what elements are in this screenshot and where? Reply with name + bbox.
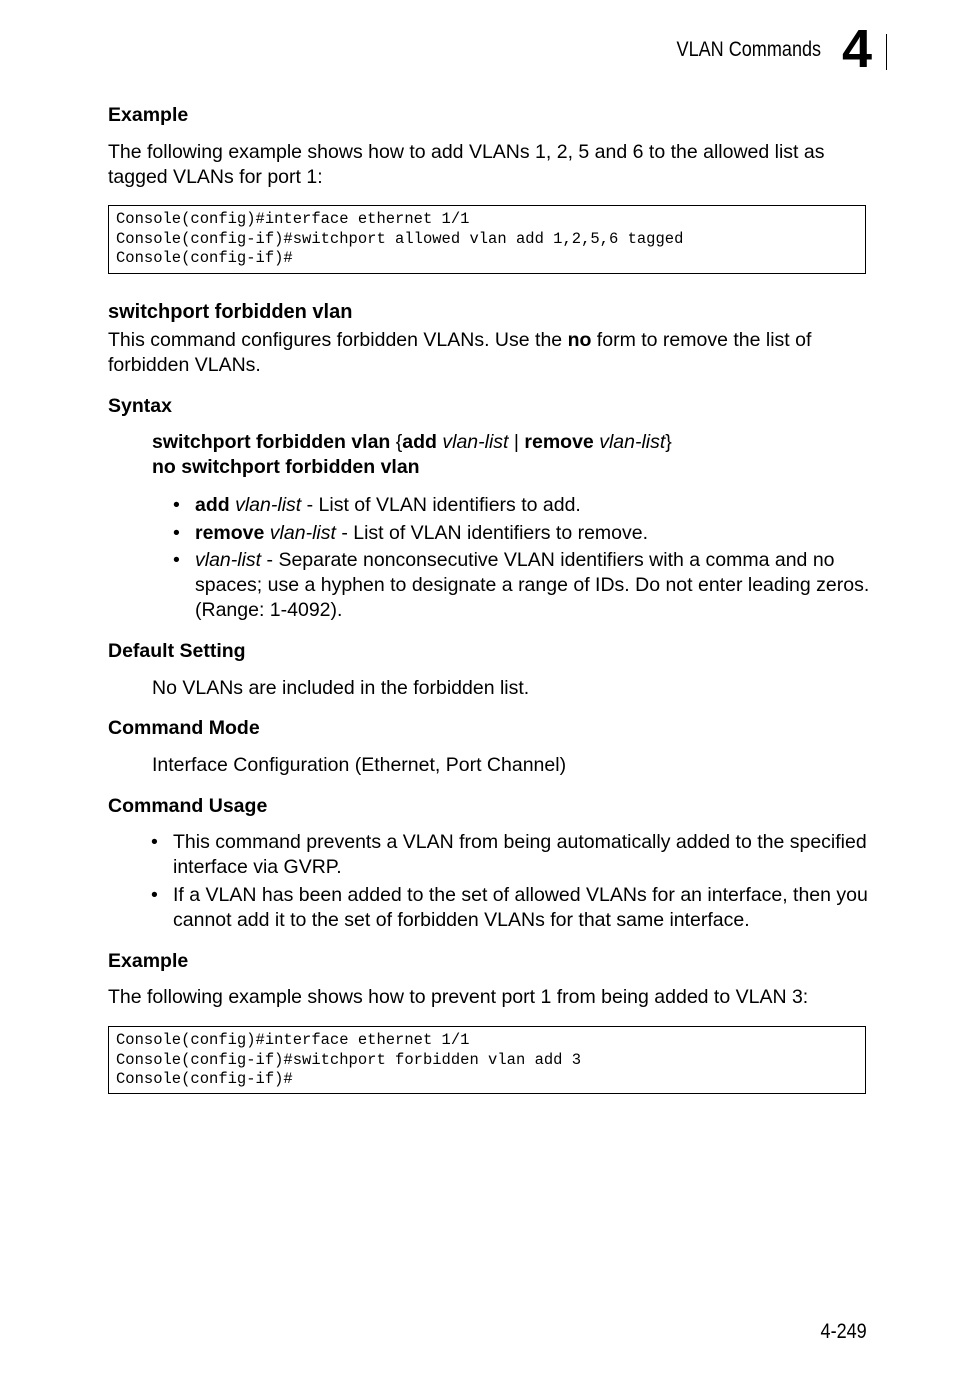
chapter-number: 4 [842,19,873,79]
param-description: - Separate nonconsecutive VLAN identifiers with a comma and no spaces; use a hyphen to designate a range of IDs. Do not enter leading zeros. (Range: 1-4092). [195,549,870,621]
running-header-title: VLAN Commands [676,38,821,61]
param-argument: vlan-list [235,494,302,516]
list-item [173,521,875,546]
param-keyword: remove [195,522,265,544]
bullet-icon: • [173,549,180,571]
param-description: - List of VLAN identifiers to add. [301,494,581,516]
desc-text: This command configures forbidden VLANs. Use the [108,329,568,351]
usage-text: If a VLAN has been added to the set of allowed VLANs for an interface, then you cannot add it to the set of forbidden VLANs for that same interface. [173,884,868,931]
chapter-divider [886,34,887,70]
syntax-line-no-form [152,455,420,480]
syntax-brace: } [665,431,672,453]
syntax-keyword: add [402,431,437,453]
code-line: Console(config)#interface ethernet 1/1 [116,210,470,228]
default-setting-text: No VLANs are included in the forbidden list. [152,677,530,699]
example-description: The following example shows how to prevent port 1 from being added to VLAN 3: [108,986,809,1008]
syntax-keyword: remove [524,431,594,453]
syntax-separator: | [508,431,525,453]
command-description [108,328,868,378]
code-block [108,1026,866,1094]
syntax-argument: vlan-list [599,431,666,453]
code-line: Console(config)#interface ethernet 1/1 [116,1031,470,1049]
list-item [173,493,875,518]
syntax-command: switchport forbidden vlan [152,431,391,453]
bullet-icon: • [151,884,158,906]
syntax-line [152,430,672,455]
param-argument: vlan-list [195,549,262,571]
desc-keyword: no [567,329,592,351]
page-number: 4-249 [820,1320,867,1343]
code-line: Console(config-if)#switchport forbidden vlan add 3 [116,1050,582,1069]
param-keyword: add [195,494,230,516]
desc-text: form to remove the list of forbidden VLANs. [108,329,812,376]
bullet-icon: • [151,831,158,853]
list-item [151,883,873,933]
code-line: Console(config-if)# [116,1070,293,1089]
command-usage-heading: Command Usage [108,795,268,817]
default-setting-heading: Default Setting [108,640,246,662]
syntax-no-command: no switchport forbidden vlan [152,456,420,478]
bullet-icon: • [173,522,180,544]
code-line: Console(config-if)#switchport allowed vlan add 1,2,5,6 tagged [116,229,684,248]
list-item [173,548,870,623]
syntax-heading: Syntax [108,395,172,417]
param-argument: vlan-list [269,522,336,544]
example-heading: Example [108,950,189,972]
command-mode-heading: Command Mode [108,717,260,739]
bullet-icon: • [173,494,180,516]
command-title: switchport forbidden vlan [108,301,353,323]
command-mode-text: Interface Configuration (Ethernet, Port Channel) [152,754,567,776]
syntax-brace: { [390,431,403,453]
code-line: Console(config-if)# [116,249,293,268]
syntax-argument: vlan-list [442,431,509,453]
param-description: - List of VLAN identifiers to remove. [335,522,649,544]
code-block [108,205,866,274]
example-heading: Example [108,104,189,126]
usage-text: This command prevents a VLAN from being automatically added to the specified interface via GVRP. [173,831,867,878]
example-description: The following example shows how to add VLANs 1, 2, 5 and 6 to the allowed list as tagged VLANs for port 1: [108,141,825,188]
list-item [151,830,873,880]
